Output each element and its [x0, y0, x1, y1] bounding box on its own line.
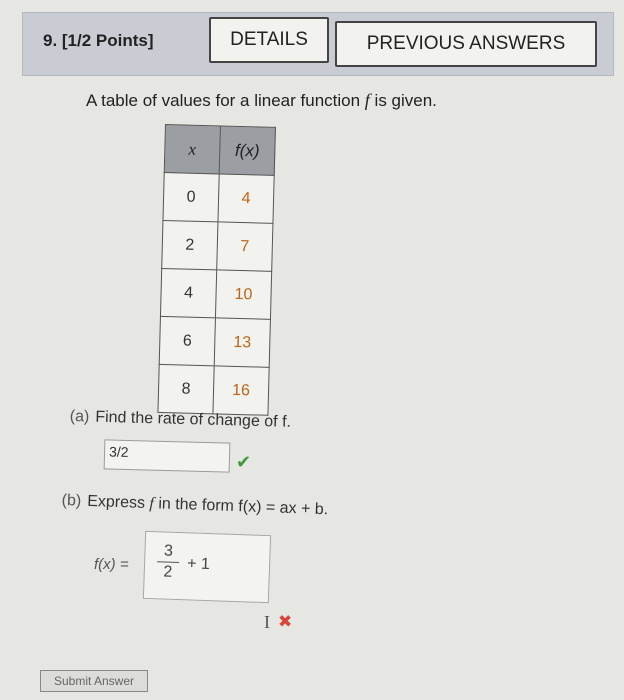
- part-b-label: (b): [61, 492, 82, 510]
- x-icon: ✖: [278, 612, 293, 631]
- cell-x: 6: [159, 316, 215, 365]
- fraction: [156, 542, 179, 582]
- text-cursor-icon: I: [264, 612, 270, 632]
- cell-x: 0: [163, 172, 219, 221]
- cell-fx: 13: [214, 318, 270, 367]
- cell-fx: 4: [218, 174, 274, 223]
- details-button[interactable]: DETAILS: [209, 17, 329, 63]
- part-b-prompt: (b) Express f in the form f(x) = ax + b.: [61, 492, 329, 519]
- table-row: [163, 172, 274, 223]
- fraction-numerator: 3: [157, 542, 180, 563]
- table-row: [158, 364, 269, 415]
- previous-answers-button[interactable]: PREVIOUS ANSWERS: [335, 21, 597, 67]
- part-a-label: (a): [69, 408, 90, 426]
- question-header: [22, 12, 614, 76]
- check-icon: ✔: [236, 452, 252, 472]
- cell-fx: 7: [217, 222, 273, 271]
- cell-x: 2: [162, 220, 218, 269]
- column-header-fx: f(x): [219, 126, 275, 175]
- question-number-points: 9. [1/2 Points]: [43, 31, 154, 50]
- table-row: [159, 316, 270, 367]
- table-row: [160, 268, 271, 319]
- cell-fx: 10: [215, 270, 271, 319]
- table-header-row: [164, 125, 275, 176]
- cell-x: 8: [158, 364, 214, 413]
- fraction-denominator: 2: [163, 563, 173, 581]
- fx-input-label: f(x) =: [94, 556, 129, 573]
- fx-expression-input[interactable]: [143, 531, 271, 603]
- part-a-text: Find the rate of change of f.: [95, 408, 292, 431]
- question-intro: A table of values for a linear function f is given.: [86, 90, 437, 110]
- cell-fx: 16: [213, 366, 269, 415]
- values-table: [157, 124, 276, 416]
- table-row: [162, 220, 273, 271]
- column-header-x: x: [164, 125, 220, 174]
- cell-x: 4: [160, 268, 216, 317]
- expression-tail: + 1: [186, 555, 211, 574]
- rate-of-change-input[interactable]: 3/2: [104, 439, 231, 472]
- submit-answer-button[interactable]: Submit Answer: [40, 670, 148, 692]
